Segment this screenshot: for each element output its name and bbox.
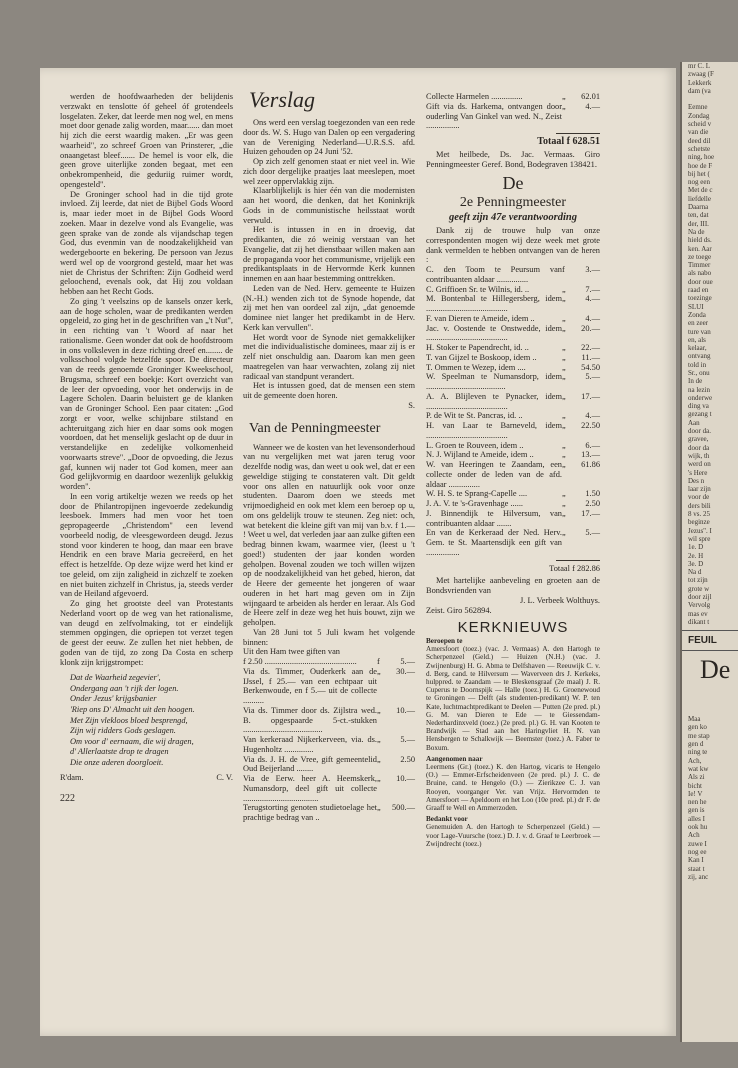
donation-amount: 2.50 (400, 754, 415, 764)
adjacent-page-line: gezang t (688, 410, 712, 419)
donation-label: L. Groen te Rouveen, idem .. (426, 440, 524, 450)
verslag-signature-initial: S. (408, 400, 415, 410)
donation-label: Van kerkeraad Nijkerkerveen, via. ds. Hugenholtz .............. (243, 735, 377, 754)
donation-list (243, 647, 415, 823)
donation-amount: 4.— (585, 101, 600, 111)
donation-label: N. J. Wijland te Ameide, idem .. (426, 450, 534, 460)
donation-currency: „ (562, 450, 566, 460)
adjacent-page-line: 8 vs. 25 (688, 510, 710, 519)
article-paragraph: Zo ging 't veelszins op de kansels onzer kerk, aan de hoge scholen, waar de predikanten werden opgeleid, zo ging het in de geschriften van „'t Nut", in een richting van 't Woord af naar het rationalisme. Geen wonder dat ook de hoofdstroom in ons volksleven in deze richting dreef en........ de volksschool volgde hetzelfde spoor. De directeur van de reeds genoemde Groninger Kweekschool, Brugsma, schreef een boekje: Kort overzicht van de leer der opvoeding, voor het onderwijs in de Lagere Scholen. Daarin beluistert ge de klanken van de Groninger School. Een paar citaten: „God zorgt er voor, welke schijnbare stilstand en achteruitgang zich hier en daar soms ook mogen voordoen, dat het menselijk geslacht op de duur in verstandelijke en zedelijke volkomenheid voorwaarts streve". „Door de opvoeding, die Jezus gaf, kunnen wij nader tot God komen, meer aan God gelijkvormig en daardoor wezenlijk gelukkig worden". (60, 296, 233, 491)
donation-currency: f (377, 657, 380, 666)
adjacent-page-line: nen he (688, 798, 707, 807)
adjacent-page-line: en, als (688, 335, 706, 344)
verse-line: Ondergang aan 't rijk der logen. (70, 683, 179, 693)
adjacent-page-edge (680, 62, 738, 1042)
donation-label: Via ds. Timmer door ds. Zijlstra wed. B. opgespaarde 5-ct.-stukken ...................................... (243, 705, 377, 735)
donation-currency: f (562, 265, 565, 274)
adjacent-page-line: schetste (688, 144, 711, 153)
donation-amount: 22.50 (581, 421, 600, 430)
adjacent-page-line: grote w (688, 584, 710, 593)
total-second: Totaal f 282.86 (549, 563, 600, 573)
adjacent-page-line: Zonda (688, 310, 706, 319)
adjacent-page-line: Aan (688, 418, 700, 427)
donation-label: W. van Heeringen te Zaandam, een collecte onder de leden van de afd. aldaar ............... (426, 460, 562, 489)
news-section-text: Leermens (Gr.) (toez.) K. den Hartog, vicaris te Hengelo (O.) — Emmer-Erfscheidenveen (2e pred. pl.) J. C. de Bruine, cand. te Hengelo (O.) — Zierikzee C. J. van Rooyen, voorganger Ver. van Vrijz. Hervormden te Amersfoort — Apeldoorn en het Loo (10e pred. pl.) dr F. de Graaff te Well en Ammerzoden. (426, 763, 600, 813)
adjacent-page-line: deed dil (688, 136, 711, 145)
news-section-title: Bedankt voor (426, 815, 468, 824)
second-treasurer-intro: Dank zij de trouwe hulp van onze correspondenten mogen wij deze week met grote dank vermelden te hebben ontvangen van de heren : (426, 226, 600, 265)
penningmeester-paragraphs (243, 443, 415, 648)
adjacent-page-line: Ach, (688, 756, 702, 765)
donation-label: P. de Wit te St. Pancras, id. .. (426, 411, 523, 421)
adjacent-page-line: 3e. D (688, 559, 704, 568)
verslag-paragraph: Op zich zelf genomen staat er niet veel in. Wie zich door dergelijke praatjes laat meeslepen, moet wel zeer oppervlakkig zijn. (243, 157, 415, 186)
verslag-paragraph: Leden van de Ned. Herv. gemeente te Huizen (N.-H.) wenden zich tot de Synode hopende, dat zij met hen van oordeel zal zijn, „dat genoemde dominee niet langer het predikambt in de Herv. Kerk kan vervullen". (243, 283, 415, 332)
adjacent-page-line: gen is (688, 806, 705, 815)
adjacent-page-line: me stap (688, 731, 710, 740)
signature-initials: C. V. (216, 772, 233, 782)
treasurer-greeting: Met heilbede, Ds. Jac. Vermaas. Giro Penningmeester Geref. Bond, Bodegraven 138421. (426, 149, 600, 169)
adjacent-page-line: nog ee (688, 847, 707, 856)
donation-label: Via ds. Timmer, Ouderkerk aan de IJssel, f 25.— van een echtpaar uit Berkenwoude, en f 5.— uit de collecte .......... (243, 666, 377, 705)
donation-currency: „ (562, 421, 566, 430)
adjacent-page-line: van die (688, 128, 709, 137)
donation-row (426, 372, 600, 392)
adjacent-page-line: ture van (688, 327, 711, 336)
donation-amount: 7.— (585, 284, 600, 294)
donation-label: H. Stoker te Papendrecht, id. .. (426, 343, 529, 352)
donation-row (426, 343, 600, 353)
verse-line: Om voor d' eernaam, die wij dragen, (70, 736, 194, 746)
adjacent-page-line: hoe de F (688, 161, 713, 170)
verse-line: Met Zijn vlekloos bloed besprengd, (70, 715, 188, 725)
donation-amount: 1.50 (585, 489, 600, 499)
adjacent-page-line: bicht (688, 781, 702, 790)
donation-currency: „ (377, 705, 381, 715)
adjacent-page-line: gen ko (688, 723, 707, 732)
adjacent-page-line: door da (688, 443, 710, 452)
page-number: 222 (60, 793, 75, 805)
donation-label: f 2.50 ............................................ (243, 657, 357, 666)
giro-row (426, 606, 600, 616)
adjacent-page-line: werd on (688, 460, 711, 469)
donation-currency: „ (562, 499, 566, 508)
adjacent-page-line: laar zijn (688, 485, 711, 494)
adjacent-page-line (682, 95, 738, 103)
article-paragraph: Zo ging het grootste deel van Protestants Nederland voort op de weg van het rationalisme, van deugd en zelfvolmaking, tot er eindelijk stemmen opgingen, die opriepen tot verzet tegen de geest der eeuw. Ze zullen het niet hebben, de goden van de tijd, zo zong Da Costa en scherp klonk zijn krijgstrompet: (60, 599, 233, 667)
donation-currency: „ (562, 323, 566, 333)
adjacent-page-line: liefdelle (688, 194, 711, 203)
adjacent-page-line: nog een (688, 178, 710, 187)
donation-label: A. A. Blijleven te Pynacker, idem ....................................... (426, 391, 562, 411)
article-paragraph: In een vorig artikeltje wezen we reeds op het door de Philantropijnen ingevoerde zedekundig leesboek. Immers had men voor het toen gepropageerde „Christendom" een levend voorbeeld nodig, de vleesgewordeen deugd. Jezus stond voor kinderen te hoog, dan maar een brave Hendrik en een brave Maria gecreëerd, en het effect is hetzelfde. Op deze wijze werd het kind er toe geleid, om zijn zaligheid in zichzelf te zoeken en niet buiten zichzelf in Christus, ja, steeds verder van de Heiland afgevoerd. (60, 491, 233, 599)
adjacent-page-line: raad en (688, 286, 709, 295)
donation-row (426, 324, 600, 344)
donation-label: En van de Kerkeraad der Ned. Herv. Gem. te St. Maartensdijk een gift van ................ (426, 528, 562, 557)
donation-currency: „ (377, 735, 381, 744)
adjacent-page-line: en zeer (688, 319, 709, 328)
donation-currency: „ (377, 774, 381, 783)
donation-row (426, 528, 600, 557)
sum-rule-2 (556, 560, 600, 561)
adjacent-page-line: Jezus". I (688, 526, 712, 535)
donation-currency: „ (562, 440, 566, 450)
donation-row (243, 657, 415, 667)
poem-verse (70, 673, 233, 768)
verslag-paragraph: Het is intussen goed, dat de mensen een stem uit de gemeente doen horen. (243, 381, 415, 400)
adjacent-page-line: wil spre (688, 534, 711, 543)
donation-amount: 11.— (581, 352, 600, 362)
donation-row (426, 353, 600, 363)
adjacent-page-line: wijk, th (688, 451, 710, 460)
donation-label: Uit den Ham twee giften van (243, 647, 340, 657)
donation-row (426, 285, 600, 295)
article-paragraphs (60, 92, 233, 667)
donation-amount: 22.— (581, 343, 600, 352)
donation-row (426, 460, 600, 489)
verse-line: 'Riep ons D' Almacht uit den hoogen. (70, 705, 195, 715)
verslag-paragraph: Klaarblijkelijk is hier één van die modernisten aan het woord, die denken, dat het Koninkrijk Gods in de communistische heilsstaat wordt verwuld. (243, 186, 415, 225)
donation-row (426, 421, 600, 441)
adjacent-page-line: bij het ( (688, 169, 710, 178)
adjacent-page-line: staat t (688, 864, 705, 873)
adjacent-page-line: door oue (688, 277, 713, 286)
donation-label: M. Bontenbal te Hillegersberg, idem ....................................... (426, 294, 562, 313)
total-first: Totaal f 628.51 (537, 136, 600, 147)
donation-label: Via de Eerw. heer A. Heemskerk, Numansdorp, deel gift uit collecte .................................... (243, 774, 377, 803)
donation-amount: 4.— (585, 313, 600, 323)
donation-currency: „ (562, 411, 566, 421)
adjacent-page-line: der, III. (688, 219, 709, 228)
donation-label: C. den Toom te Peursum van contribuanten aldaar ............... (426, 265, 562, 284)
adjacent-page-line: 1e. D (688, 543, 704, 552)
donation-currency: „ (562, 362, 566, 372)
adjacent-page-line: kelaar, (688, 344, 707, 353)
adjacent-page-line: wat kw (688, 764, 709, 773)
adjacent-page-feuilleton-header: FEUIL (682, 630, 738, 651)
second-donation-list (426, 265, 600, 558)
adjacent-page-line: ding va (688, 402, 709, 411)
donation-currency: „ (377, 803, 381, 813)
donation-currency: „ (562, 508, 566, 518)
donation-label: T. van Gijzel te Boskoop, idem .. (426, 352, 537, 362)
donation-amount: 10.— (396, 774, 415, 783)
donation-currency (377, 647, 387, 657)
donation-label: T. Ommen te Wezep, idem .... (426, 362, 526, 372)
adjacent-page-line: door da. (688, 427, 711, 436)
penningmeester-heading: Van de Penningmeester (249, 420, 381, 436)
verse-line: Die onze aderen doorgloeit. (70, 758, 164, 767)
adjacent-page-line: Maa (688, 715, 701, 724)
adjacent-page-line: Eemne (688, 103, 708, 112)
donation-currency: „ (562, 284, 566, 294)
adjacent-page-line: SLUI (688, 302, 704, 311)
donation-label: J. A. V. te 's-Gravenhage ...... (426, 499, 524, 508)
donation-row (426, 265, 600, 285)
sum-rule (556, 133, 600, 134)
donation-currency: „ (377, 666, 381, 676)
adjacent-page-line: Vervolg (688, 601, 711, 610)
donation-currency: „ (562, 101, 566, 111)
donation-amount: 13.— (581, 450, 600, 460)
donation-row (426, 450, 600, 460)
donation-label: W. H. S. te Sprang-Capelle .... (426, 489, 528, 499)
adjacent-page-line: Als zi (688, 773, 705, 782)
adjacent-page-text-top (682, 62, 738, 626)
donation-amount: 2.50 (585, 499, 600, 508)
news-section-title: Aangenomen naar (426, 754, 483, 763)
adjacent-page-line: ders bili (688, 501, 711, 510)
donation-currency: „ (562, 92, 566, 101)
adjacent-page-line: voor de (688, 493, 710, 502)
donation-row (426, 509, 600, 529)
donation-row (426, 499, 600, 509)
donation-row (243, 774, 415, 803)
donation-amount: 61.86 (581, 460, 600, 469)
second-treasurer-heading: 2e Penningmeester (459, 195, 567, 211)
donation-amount: 5.— (585, 372, 600, 382)
news-section-text: Genemuiden A. den Hartogh te Scherpenzeel (Geld.) — voor Lage-Vuursche (toez.) D. J. v. d. Graaf te Leerbroek — Zwijndrecht (toez.) (426, 823, 600, 848)
news-section-text: Amersfoort (toez.) (vac. J. Vermaas) A. den Hartogh te Scherpenzeel (Geld.) — Huizen (N.H.) (vac. J. Zwijnenburg) H. G. Abma te Delfshaven — Reeuwijk C. v. d. Berg, cand. te Hilversum — Waverveen drs J. Kerkeks, hulppred. te Zaandam — te Bleskensgraaf (2e maal) J. R. Cuperus te Doornspijk — Halle (toez.) H. G. Groenewoud te Groningen — Delft (als studenten-predikant) W. P. ten Kate, luchtmachtpredikant te Deelen — Putten (2e pred. pl.) G. M. van Dieren te Ede — te Giessendam-Nederhardinxveld (toez.) (2e pred. pl.) G. H. van Kooten te Brandwijk — Stad aan het Haringvliet H. N. van Hensbergen te Schalkwijk — Beemster (toez.) A. Faber te Boxum. (426, 645, 600, 752)
column-middle (243, 87, 415, 823)
article-paragraph: De Groninger school had in die tijd grote invloed. Zij leerde, dat niet de Bijbel Gods Woord is, maar ieder moet in de Bijbel Gods Woord zoeken. Maar in dezelve vond als Evangelie, was geen sprake van de zonde als vijandschap tegen God, dus evenmin van de noodzakelijkheid van wedergeboorte en bekering. De persoon van Jezus werd wel op de voorgrond gesteld, maar het was niet de Christus der Schriften: Zijn Godheid werd geloochend, evenals ook, dat Hij zou voldaan hebben aan het Recht Gods. (60, 189, 233, 296)
news-section-title: Beroepen te (426, 637, 463, 645)
donation-amount: 5.— (400, 657, 415, 666)
donation-amount: 62.01 (581, 92, 600, 101)
adjacent-page-line: Timmer (688, 261, 711, 270)
adjacent-page-line: ken. Aar (688, 244, 712, 253)
donation-label: Jac. v. Oostende te Onstwedde, idem ....................................... (426, 323, 562, 343)
donation-currency: „ (562, 391, 566, 401)
verslag-paragraph: Ons werd een verslag toegezonden van een rede door ds. W. S. Hugo van Dalen op een vergadering van de Vereniging Nederland—U.R.S.S. afd. Huizen gehouden op 24 Juni '52. (243, 118, 415, 157)
donation-amount: 17.— (581, 391, 600, 401)
donation-currency: „ (377, 754, 381, 764)
verslag-paragraph: Het is intussen in en in droevig, dat predikanten, die zó weinig verstaan van het Evangelie, dat zij het dienstbaar willen maken aan de propaganda voor het communisme, vrijelijk een predikantsplaats in de Hervormde Kerk kunnen innemen en aan haar bestemming onttrekken. (243, 225, 415, 283)
donation-amount: 5.— (400, 735, 415, 744)
adjacent-page-line: beginze (688, 518, 710, 527)
donation-amount: 6.— (585, 440, 600, 450)
donation-currency: „ (562, 294, 566, 304)
donation-row (426, 441, 600, 451)
adjacent-page-line: Daarna (688, 203, 709, 212)
donation-row (243, 735, 415, 755)
donation-row (426, 489, 600, 499)
verse-line: Dat de Waarheid zegevier', (70, 673, 161, 683)
adjacent-page-line: told in (688, 360, 707, 369)
donation-amount: 4.— (585, 411, 600, 421)
adjacent-page-line: Na de (688, 227, 705, 236)
signer-row (426, 596, 600, 606)
donation-currency: „ (562, 352, 566, 362)
donation-label: Collecte Harmelen ............... (426, 92, 523, 101)
donation-row (426, 363, 600, 373)
donation-label: Via ds. J. H. de Vree, gift gemeentelid Oud Beijerland ........ (243, 754, 377, 774)
adjacent-page-line: In de (688, 377, 703, 386)
signer-name: J. L. Verbeek Wolthuys. (520, 595, 600, 605)
donation-currency: „ (562, 528, 566, 538)
donation-list-continued (426, 92, 600, 131)
donation-currency: „ (562, 313, 566, 323)
adjacent-page-line: alles I (688, 814, 705, 823)
adjacent-page-line: als nabo (688, 269, 712, 278)
verse-line: Zijn wij ridders Gods geslagen. (70, 726, 176, 736)
donation-currency: „ (562, 372, 566, 382)
adjacent-page-line: mas ev (688, 609, 708, 618)
adjacent-page-line: tot zijn (688, 576, 708, 585)
verse-line: d' Allerlaatste drop te dragen (70, 747, 169, 757)
adjacent-page-dropcap: De (700, 655, 731, 685)
adjacent-page-line: Ach (688, 831, 700, 840)
adjacent-page-line: zuwe I (688, 839, 707, 848)
adjacent-page-line: ze toege (688, 252, 712, 261)
adjacent-page-line: ook hu (688, 823, 708, 832)
adjacent-page-text-bottom (682, 715, 738, 881)
donation-label: C. Griffioen Sr. te Wilnis, id. .. (426, 284, 530, 294)
article-paragraph: werden de hoofdwaarheden der belijdenis verzwakt en tenslotte óf geheel óf grotendeels losgelaten. Zeker, dat leerde men nog wel, en mens moet door genade zalig worden, maar...... dan moet hij zich die eerst waardig maken. „Er was geen waarheid", zo schreef Groen van Prinsterer, „die onaangetast bleef....... De hemel is voor elk, die geen grove uiterlijke zonden begaat, met een onbekrompenheid, die geduriig ruimer wordt, opengesteld". (60, 92, 233, 189)
verslag-heading: Verslag (249, 87, 315, 112)
donation-amount: 5.— (585, 528, 600, 538)
donation-row (243, 706, 415, 735)
donation-label: J. Binnendijk te Hilversum, van contribuanten aldaar ....... (426, 508, 562, 528)
second-treasurer-heading-de: De (502, 173, 524, 194)
donation-amount: 4.— (585, 294, 600, 304)
donation-amount (387, 647, 415, 657)
donation-row (243, 647, 415, 657)
donation-currency: „ (562, 489, 566, 499)
donation-row (426, 92, 600, 102)
adjacent-page-line: toezinge (688, 294, 712, 303)
adjacent-page-line: ontvang (688, 352, 711, 361)
adjacent-page-line: Na d (688, 568, 702, 577)
second-treasurer-subheading: geeft zijn 47e verantwoording (448, 212, 578, 224)
penningmeester-paragraph: Wanneer we de kosten van het levensonderhoud van nu vergelijken met wat jaren terug voor dezelfde nodig was, dan weet u ook wel, dat er een geweldige stijging te constateren valt. Dit geldt voor ons allen en natuurlijk ook voor onze studenten. Daarom doen we steeds met vrijmoedigheid en ook met klem een beroep op u, om ons geldelijk trouw te steunen. Zeg niet: och, wat betekent die kleine gift van mij van b.v. f 1.— ! Weet u wel, dat verleden jaar aan zulke giften een bedrag binnen kwam, waarmee vier, (leest u 't goed!) studenten der jaar konden worden geholpen. Bovenal zouden we toch willen wijzen op de noodzakelijkheid van het gebed, hieron, dat de Heere der gemeente het jongeren of waar ouderen in het hart mag geven om in Zijn wijngaard te arbeiden als herder en leraar. Als God de Heere zelf in deze weg het huis bouwt, zijn we geholpen. (243, 442, 415, 627)
adjacent-page-line: onderwe (688, 393, 713, 402)
adjacent-page-line: Met de c (688, 186, 713, 195)
adjacent-page-line: door zijl (688, 593, 712, 601)
adjacent-page-line: ning te (688, 748, 708, 757)
adjacent-page-line: Ie! V (688, 789, 703, 798)
adjacent-page-line: Sr., onu (688, 368, 710, 377)
donation-amount: 20.— (581, 323, 600, 333)
adjacent-page-line: Lekkerk (688, 78, 712, 87)
column-left (60, 92, 233, 804)
adjacent-page-line: Des n (688, 476, 705, 485)
adjacent-page-line: hield ds. (688, 236, 712, 245)
adjacent-page-line: dam (va (688, 86, 711, 95)
donation-row (426, 294, 600, 314)
donation-amount: 500.— (391, 803, 415, 813)
signature-place: R'dam. (60, 772, 84, 782)
adjacent-page-line: Zondag (688, 111, 710, 120)
donation-row (243, 667, 415, 706)
donation-currency: „ (562, 460, 566, 469)
kerknieuws-heading: KERKNIEUWS (457, 619, 569, 637)
verslag-signature (243, 401, 415, 411)
adjacent-page-line: gravee, (688, 435, 709, 444)
adjacent-page-line: 's Here (688, 468, 708, 477)
thanks-text: Met hartelijke aanbeveling en groeten aan de Bondsvrienden van (426, 576, 600, 595)
adjacent-page-line: mr C. L (688, 62, 710, 70)
donation-label: F. van Dieren te Ameide, idem .. (426, 313, 535, 323)
adjacent-page-line: scheid v (688, 120, 712, 129)
donation-row (426, 102, 600, 131)
donation-row (426, 392, 600, 412)
article-signature (60, 773, 233, 783)
verse-line: Onder Jezus' krijgsbanier (70, 694, 157, 704)
adjacent-page-line: gen d (688, 740, 704, 749)
kerknieuws-body (426, 637, 600, 848)
donation-currency: „ (562, 343, 566, 352)
adjacent-page-line: 2e. H (688, 551, 704, 560)
donation-amount: 30.— (396, 666, 415, 676)
giro-text: Zeist. Giro 562894. (426, 605, 492, 615)
penningmeester-paragraph: Van 28 Juni tot 5 Juli kwam het volgende binnen: (243, 627, 415, 647)
verslag-paragraph: Het wordt voor de Synode niet gemakkelijker met die individualistische dominees, maar zij is er zelf niet onschuldig aan. Daarom kan men geen maatregelen van haar verwachten, zolang zij niet radicaal van standpunt verandert. (243, 332, 415, 381)
adjacent-page-line: zij, anc (688, 872, 709, 881)
adjacent-page-line: zwaag (F (688, 70, 714, 79)
donation-label: H. van Laar te Barneveld, idem ....................................... (426, 421, 562, 440)
donation-amount: 17.— (581, 508, 600, 518)
adjacent-page-line: Kan I (688, 856, 704, 865)
donation-row (243, 803, 415, 823)
donation-amount: 10.— (396, 705, 415, 715)
donation-row (243, 755, 415, 775)
donation-label: Terugstorting genoten studietoelage het prachtige bedrag van .. (243, 803, 377, 822)
donation-label: Gift via ds. Harkema, ontvangen door ouderling Van Ginkel van wed. N., Zeist ................ (426, 101, 562, 131)
column-right (426, 92, 600, 848)
adjacent-page-line: ten, dat (688, 211, 709, 220)
donation-amount: 54.50 (581, 362, 600, 372)
verslag-paragraphs (243, 118, 415, 401)
donation-row (426, 314, 600, 324)
donation-label: W. Speelman te Numansdorp, idem ...................................... (426, 372, 562, 391)
adjacent-page-line: ning, hoe (688, 153, 715, 162)
donation-row (426, 411, 600, 421)
adjacent-page-line: na lezin (688, 385, 710, 394)
donation-amount: 3.— (585, 265, 600, 274)
adjacent-page-line: dikant t (688, 617, 710, 626)
